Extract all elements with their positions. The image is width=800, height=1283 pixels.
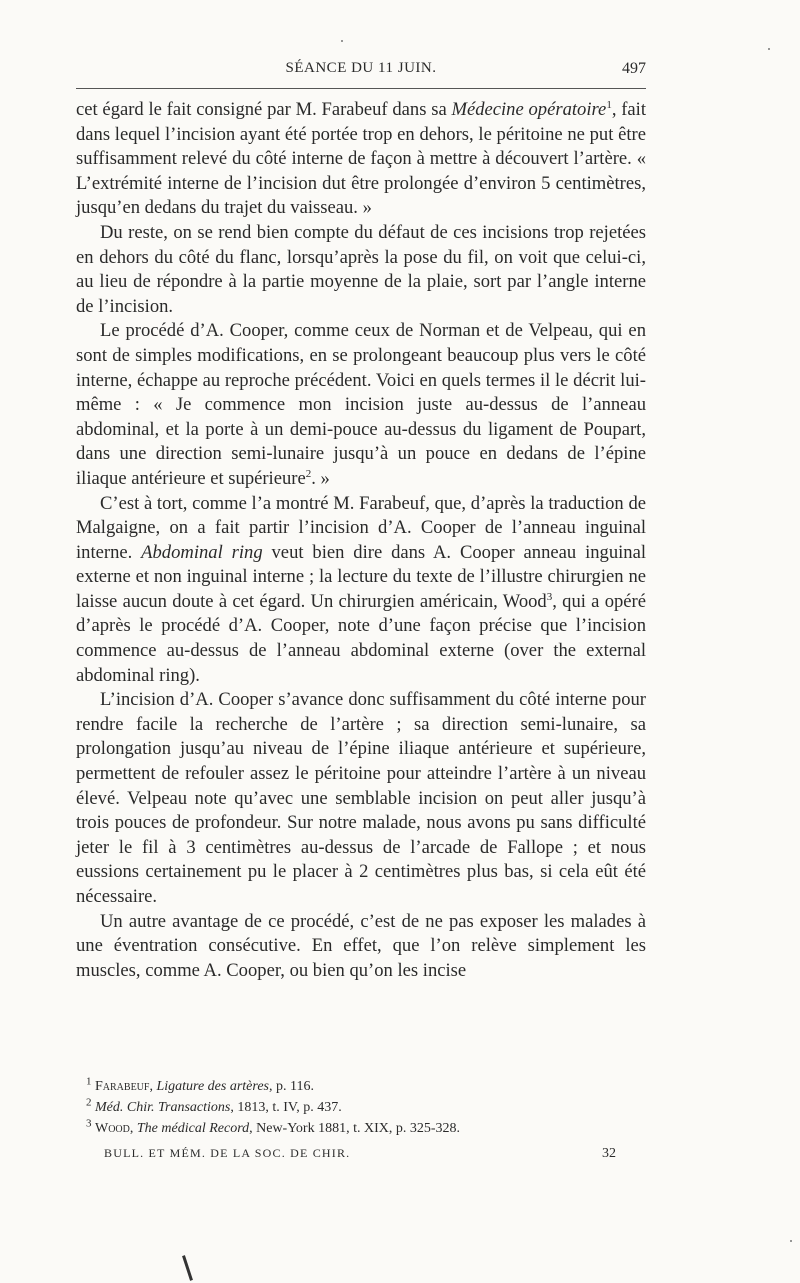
footnote-title: Ligature des artères [156, 1079, 269, 1094]
paragraph-5: L’incision d’A. Cooper s’avance donc suffisamment du côté interne pour rendre facile la recherche de l’artère ; sa direction semi-lunaire, sa prolongation jusqu’au niveau de l’épine iliaque antérieure et supérieure, permettent de refouler assez le péritoine pour atteindre l’artère à un niveau élevé. Velpeau note qu’avec une semblable incision on peut aller jusqu’à trois pouces de profondeur. Sur notre malade, nous avons pu sans difficulté jeter le fil à 3 centimètres au-dessus de l’arcade de Fallope ; et nous eussions certainement pu le placer à 2 centimètres plus bas, si cela eût été nécessaire. [76, 689, 646, 907]
footnotes [86, 1076, 646, 1139]
signature-text: BULL. ET MÉM. DE LA SOC. DE CHIR. [104, 1146, 351, 1160]
paragraph-2: Du reste, on se rend bien compte du défaut de ces incisions trop rejetées en dehors du côté du flanc, lorsqu’après la pose du fil, on voit que celui-ci, au lieu de répondre à la partie moyenne de la plaie, sort par l’angle interne de l’incision. [76, 221, 646, 317]
footnote-rest: , New-York 1881, t. XIX, p. 325-328. [249, 1121, 461, 1136]
paragraph-4 [76, 492, 646, 689]
footnote-3: $^3$ Wood, The médical Record, New-York 1881, t. XIX, p. 325-328. [86, 1117, 461, 1136]
scan-speck [790, 1240, 792, 1242]
running-header [76, 60, 646, 84]
footnote-title: The médical Record [136, 1121, 250, 1136]
p3-text-1: Le procédé d’A. Cooper, comme ceux de Norman et de Velpeau, qui en sont de simples modifications, en se prolongeant beaucoup plus vers le côté interne, échappe au reproche précédent. Voici en quels termes il le décrit lui-même : « Je commence mon incision juste au-dessus de l’anneau abdominal, et la porte à un demi-pouce au-dessus du ligament de Poupart, dans une direction semi-lunaire jusqu’à un pouce en dedans de l’épine iliaque antérieure et supérieure [76, 320, 646, 489]
signature-line [104, 1146, 616, 1161]
signature-number: 32 [602, 1146, 616, 1161]
footnote-title: Méd. Chir. Transactions [95, 1100, 231, 1115]
scan-speck [768, 48, 770, 50]
scan-mark [182, 1255, 193, 1281]
footnote-ref-2: 2 [305, 467, 312, 480]
paragraph-1 [76, 98, 646, 221]
p1-text-2: , fait dans lequel l’incision ayant été portée trop en dehors, le péritoine ne put être suffisamment relevé du côté interne de façon à mettre à découvert l’artère. « L’extrémité interne de l’incision dut être prolongée d’environ 5 centimètres, jusqu’en dedans du trajet du vaisseau. » [76, 99, 647, 219]
running-head-prefix: SÉANCE DU [285, 60, 374, 76]
paragraph-3 [76, 319, 646, 491]
footnote-rest: , 1813, t. IV, p. 437. [230, 1100, 342, 1115]
footnote-2 [86, 1097, 646, 1118]
footnote-mark: 1 [86, 1075, 92, 1088]
header-rule [76, 88, 646, 89]
footnote-rest: , p. 116. [268, 1079, 314, 1094]
footnote-author: Wood [95, 1121, 130, 1136]
footnote-ref-1: 1 [606, 98, 612, 111]
footnote-mark: 3 [86, 1117, 92, 1130]
p4-text-3: , qui a opéré d’après le procédé d’A. Cooper, note d’une façon précise que l’incision commence au-dessus de l’anneau abdominal externe (over the external abdominal ring). [76, 590, 646, 686]
footnote-mark: 2 [86, 1096, 92, 1109]
running-head-title [76, 60, 646, 77]
p1-text-1: cet égard le fait consigné par M. Farabeuf dans sa [76, 99, 452, 120]
body-text [76, 98, 646, 983]
footnote-1: $^1$ Farabeuf, Ligature des artères, p. 116. [86, 1075, 314, 1094]
p1-italic-title: Médecine opératoire [451, 99, 607, 120]
p4-italic-term: Abdominal ring [141, 541, 263, 563]
scan-speck [341, 40, 343, 42]
paragraph-6: Un autre avantage de ce procédé, c’est de ne pas exposer les malades à une éventration consécutive. En effet, que l’on relève simplement les muscles, comme A. Cooper, ou bien qu’on les incise [76, 910, 646, 981]
footnote-ref-3: 3 [546, 590, 553, 603]
p4-text-2: veut bien dire dans A. Cooper anneau inguinal externe et non inguinal interne ; la lecture du texte de l’illustre chirurgien ne laisse aucun doute à cet égard. Un chirurgien américain, Wood [76, 541, 647, 612]
running-head-month: JUIN. [397, 60, 437, 76]
page-number: 497 [622, 60, 646, 77]
running-head-day: 11 [378, 60, 394, 76]
footnote-author: Farabeuf [95, 1079, 150, 1094]
p3-text-2: . » [311, 467, 330, 489]
p4-text-1: C’est à tort, comme l’a montré M. Farabeuf, que, d’après la traduction de Malgaigne, on a fait partir l’incision d’A. Cooper de l’anneau inguinal interne. [76, 492, 646, 563]
